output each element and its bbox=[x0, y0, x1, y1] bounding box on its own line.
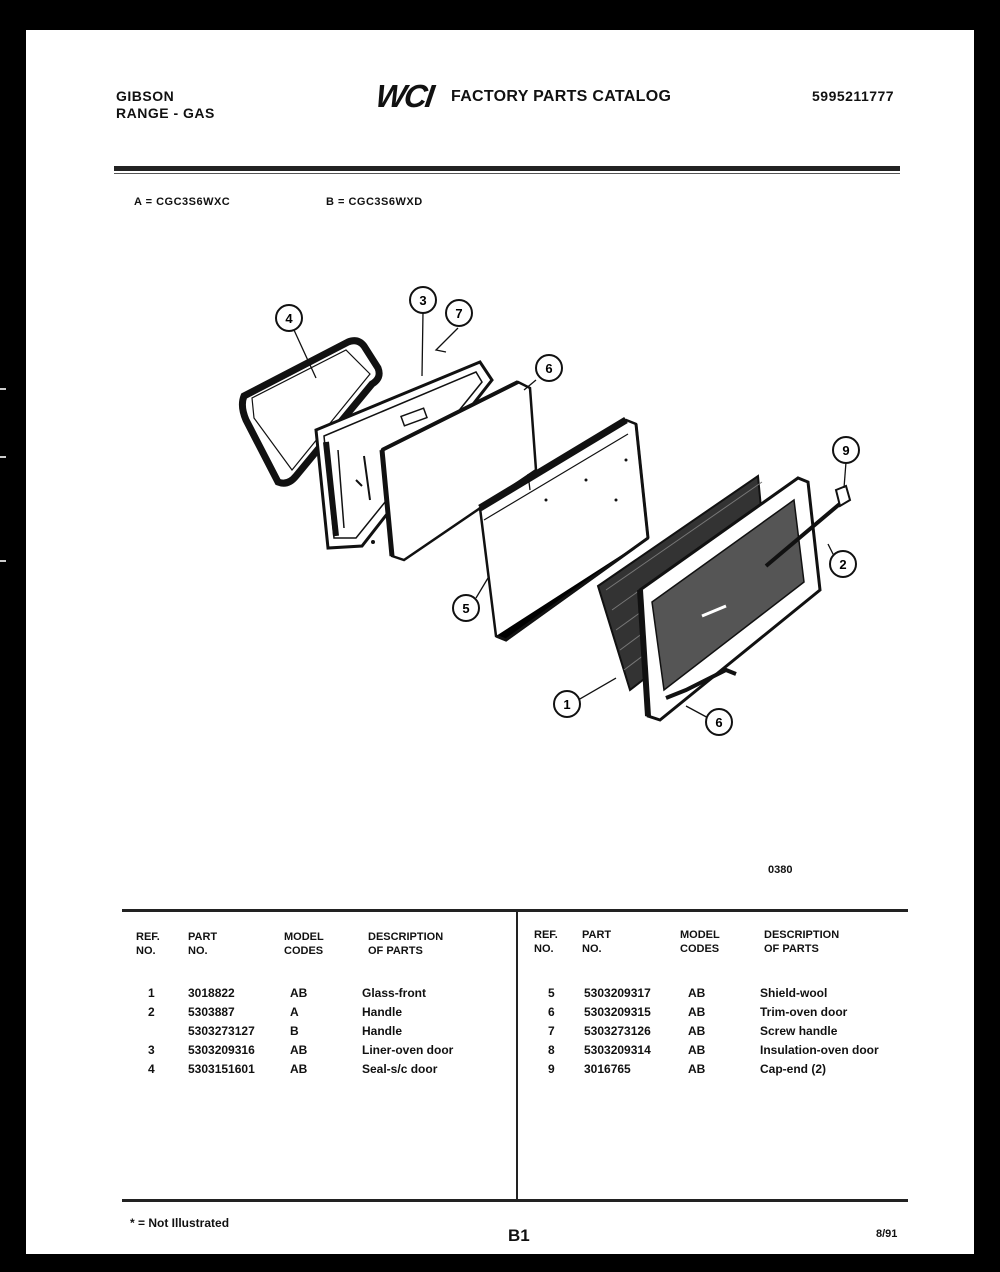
header-part-right: PART NO. bbox=[582, 929, 612, 955]
header-model-right: MODEL CODES bbox=[680, 929, 720, 955]
header-model: MODEL CODES bbox=[284, 931, 324, 957]
svg-text:2: 2 bbox=[839, 557, 847, 572]
brand-name: GIBSON bbox=[116, 88, 175, 104]
catalog-title: FACTORY PARTS CATALOG bbox=[451, 88, 672, 105]
svg-text:5: 5 bbox=[462, 601, 470, 616]
footnote: * = Not Illustrated bbox=[130, 1216, 230, 1230]
exploded-door-diagram bbox=[26, 30, 974, 890]
wci-logo: WCI bbox=[373, 78, 435, 114]
table-row: 2 bbox=[148, 1005, 155, 1019]
header-part: PART NO. bbox=[188, 931, 218, 957]
catalog-number: 5995211777 bbox=[812, 88, 895, 104]
svg-text:9: 9 bbox=[842, 443, 850, 458]
svg-text:7: 7 bbox=[455, 306, 463, 321]
right-model-column: AB AB AB AB AB bbox=[688, 986, 706, 1076]
callout-4 bbox=[276, 305, 302, 331]
right-part-column: 5303209317 5303209315 5303273126 5303209314 3016765 bbox=[584, 986, 651, 1076]
left-ref-column bbox=[148, 984, 155, 1079]
left-part-column: 3018822 5303887 5303273127 5303209316 5303151601 bbox=[188, 986, 255, 1076]
table-row: 3 bbox=[148, 1043, 155, 1057]
model-code-b: B = CGC3S6WXD bbox=[326, 196, 423, 208]
left-desc-column: Glass-front Handle Handle Liner-oven door Seal-s/c door bbox=[362, 986, 454, 1076]
callout-2 bbox=[830, 551, 856, 577]
callout-5 bbox=[453, 595, 479, 621]
model-code-a: A = CGC3S6WXC bbox=[134, 196, 231, 208]
svg-text:6: 6 bbox=[715, 715, 723, 730]
callout-3 bbox=[410, 287, 436, 313]
page-date: 8/91 bbox=[876, 1228, 898, 1240]
svg-text:3: 3 bbox=[419, 293, 427, 308]
table-row bbox=[148, 1022, 155, 1041]
callout-9 bbox=[833, 437, 859, 463]
callout-7 bbox=[446, 300, 472, 326]
callout-1 bbox=[554, 691, 580, 717]
svg-text:6: 6 bbox=[545, 361, 553, 376]
right-desc-column: Shield-wool Trim-oven door Screw handle Insulation-oven door Cap-end (2) bbox=[760, 986, 879, 1076]
table-row: 1 bbox=[148, 986, 155, 1000]
right-ref-column: 5 6 7 8 9 bbox=[548, 986, 555, 1076]
product-name: RANGE - GAS bbox=[116, 105, 215, 121]
callout-6-bottom bbox=[706, 709, 732, 735]
header-desc: DESCRIPTION OF PARTS bbox=[368, 931, 444, 957]
svg-text:1: 1 bbox=[563, 697, 571, 712]
left-model-column: AB A B AB AB bbox=[290, 986, 308, 1076]
table-divider bbox=[516, 909, 518, 1199]
callout-6-top bbox=[536, 355, 562, 381]
table-bottom-rule bbox=[122, 1199, 908, 1202]
header-ref: REF. NO. bbox=[136, 931, 160, 957]
diagram-code: 0380 bbox=[768, 864, 793, 876]
header-desc-right: DESCRIPTION OF PARTS bbox=[764, 929, 840, 955]
table-row: 4 bbox=[148, 1062, 155, 1076]
table-top-rule bbox=[122, 909, 908, 912]
svg-text:4: 4 bbox=[285, 311, 293, 326]
page-number: B1 bbox=[508, 1226, 530, 1245]
parts-catalog-page bbox=[26, 30, 974, 1254]
header-ref-right: REF. NO. bbox=[534, 929, 558, 955]
